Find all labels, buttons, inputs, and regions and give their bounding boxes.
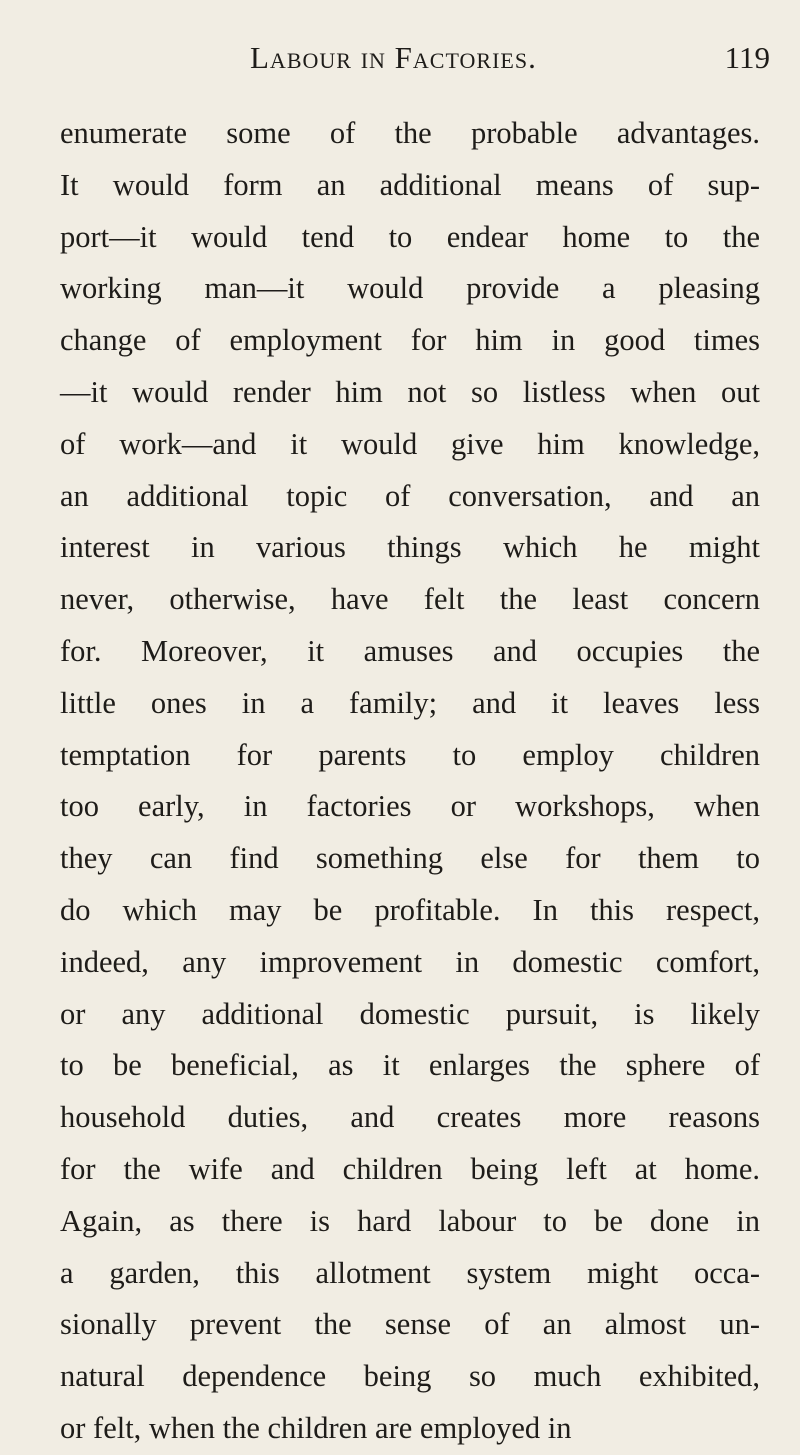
text-line: too early, in factories or workshops, when (60, 789, 760, 824)
text-line: indeed, any improvement in domestic comfort, (60, 944, 760, 979)
page-number: 119 (724, 40, 770, 75)
text-line: natural dependence being so much exhibited, (60, 1359, 760, 1394)
text-line: to be beneficial, as it enlarges the sphere of (60, 1048, 760, 1083)
text-line: Again, as there is hard labour to be done in (60, 1203, 760, 1238)
text-line: It would form an additional means of sup- (60, 167, 760, 202)
text-line: working man—it would provide a pleasing (60, 271, 760, 306)
text-line: port—it would tend to endear home to the (60, 219, 760, 254)
text-line: do which may be profitable. In this respect, (60, 892, 760, 927)
text-line: never, otherwise, have felt the least concern (60, 582, 760, 617)
text-line: household duties, and creates more reasons (60, 1100, 760, 1135)
text-line: they can find something else for them to (60, 841, 760, 876)
text-line: sionally prevent the sense of an almost un- (60, 1307, 760, 1342)
body-text (60, 108, 760, 1455)
text-line: change of employment for him in good times (60, 323, 760, 358)
text-line: enumerate some of the probable advantages. (60, 116, 760, 150)
text-line: —it would render him not so listless when out (60, 374, 760, 409)
running-title: Labour in Factories. (250, 40, 537, 75)
text-line: for the wife and children being left at home. (60, 1151, 760, 1186)
text-line: interest in various things which he might (60, 530, 760, 565)
running-head (60, 40, 770, 88)
text-line: a garden, this allotment system might occa- (60, 1255, 760, 1290)
text-line: or felt, when the children are employed in (60, 1410, 572, 1445)
text-line: little ones in a family; and it leaves less (60, 685, 760, 720)
text-line: an additional topic of conversation, and an (60, 478, 760, 513)
text-line: of work—and it would give him knowledge, (60, 426, 760, 461)
text-line: temptation for parents to employ children (60, 737, 760, 772)
text-line: or any additional domestic pursuit, is likely (60, 996, 760, 1031)
text-line: for. Moreover, it amuses and occupies the (60, 633, 760, 668)
